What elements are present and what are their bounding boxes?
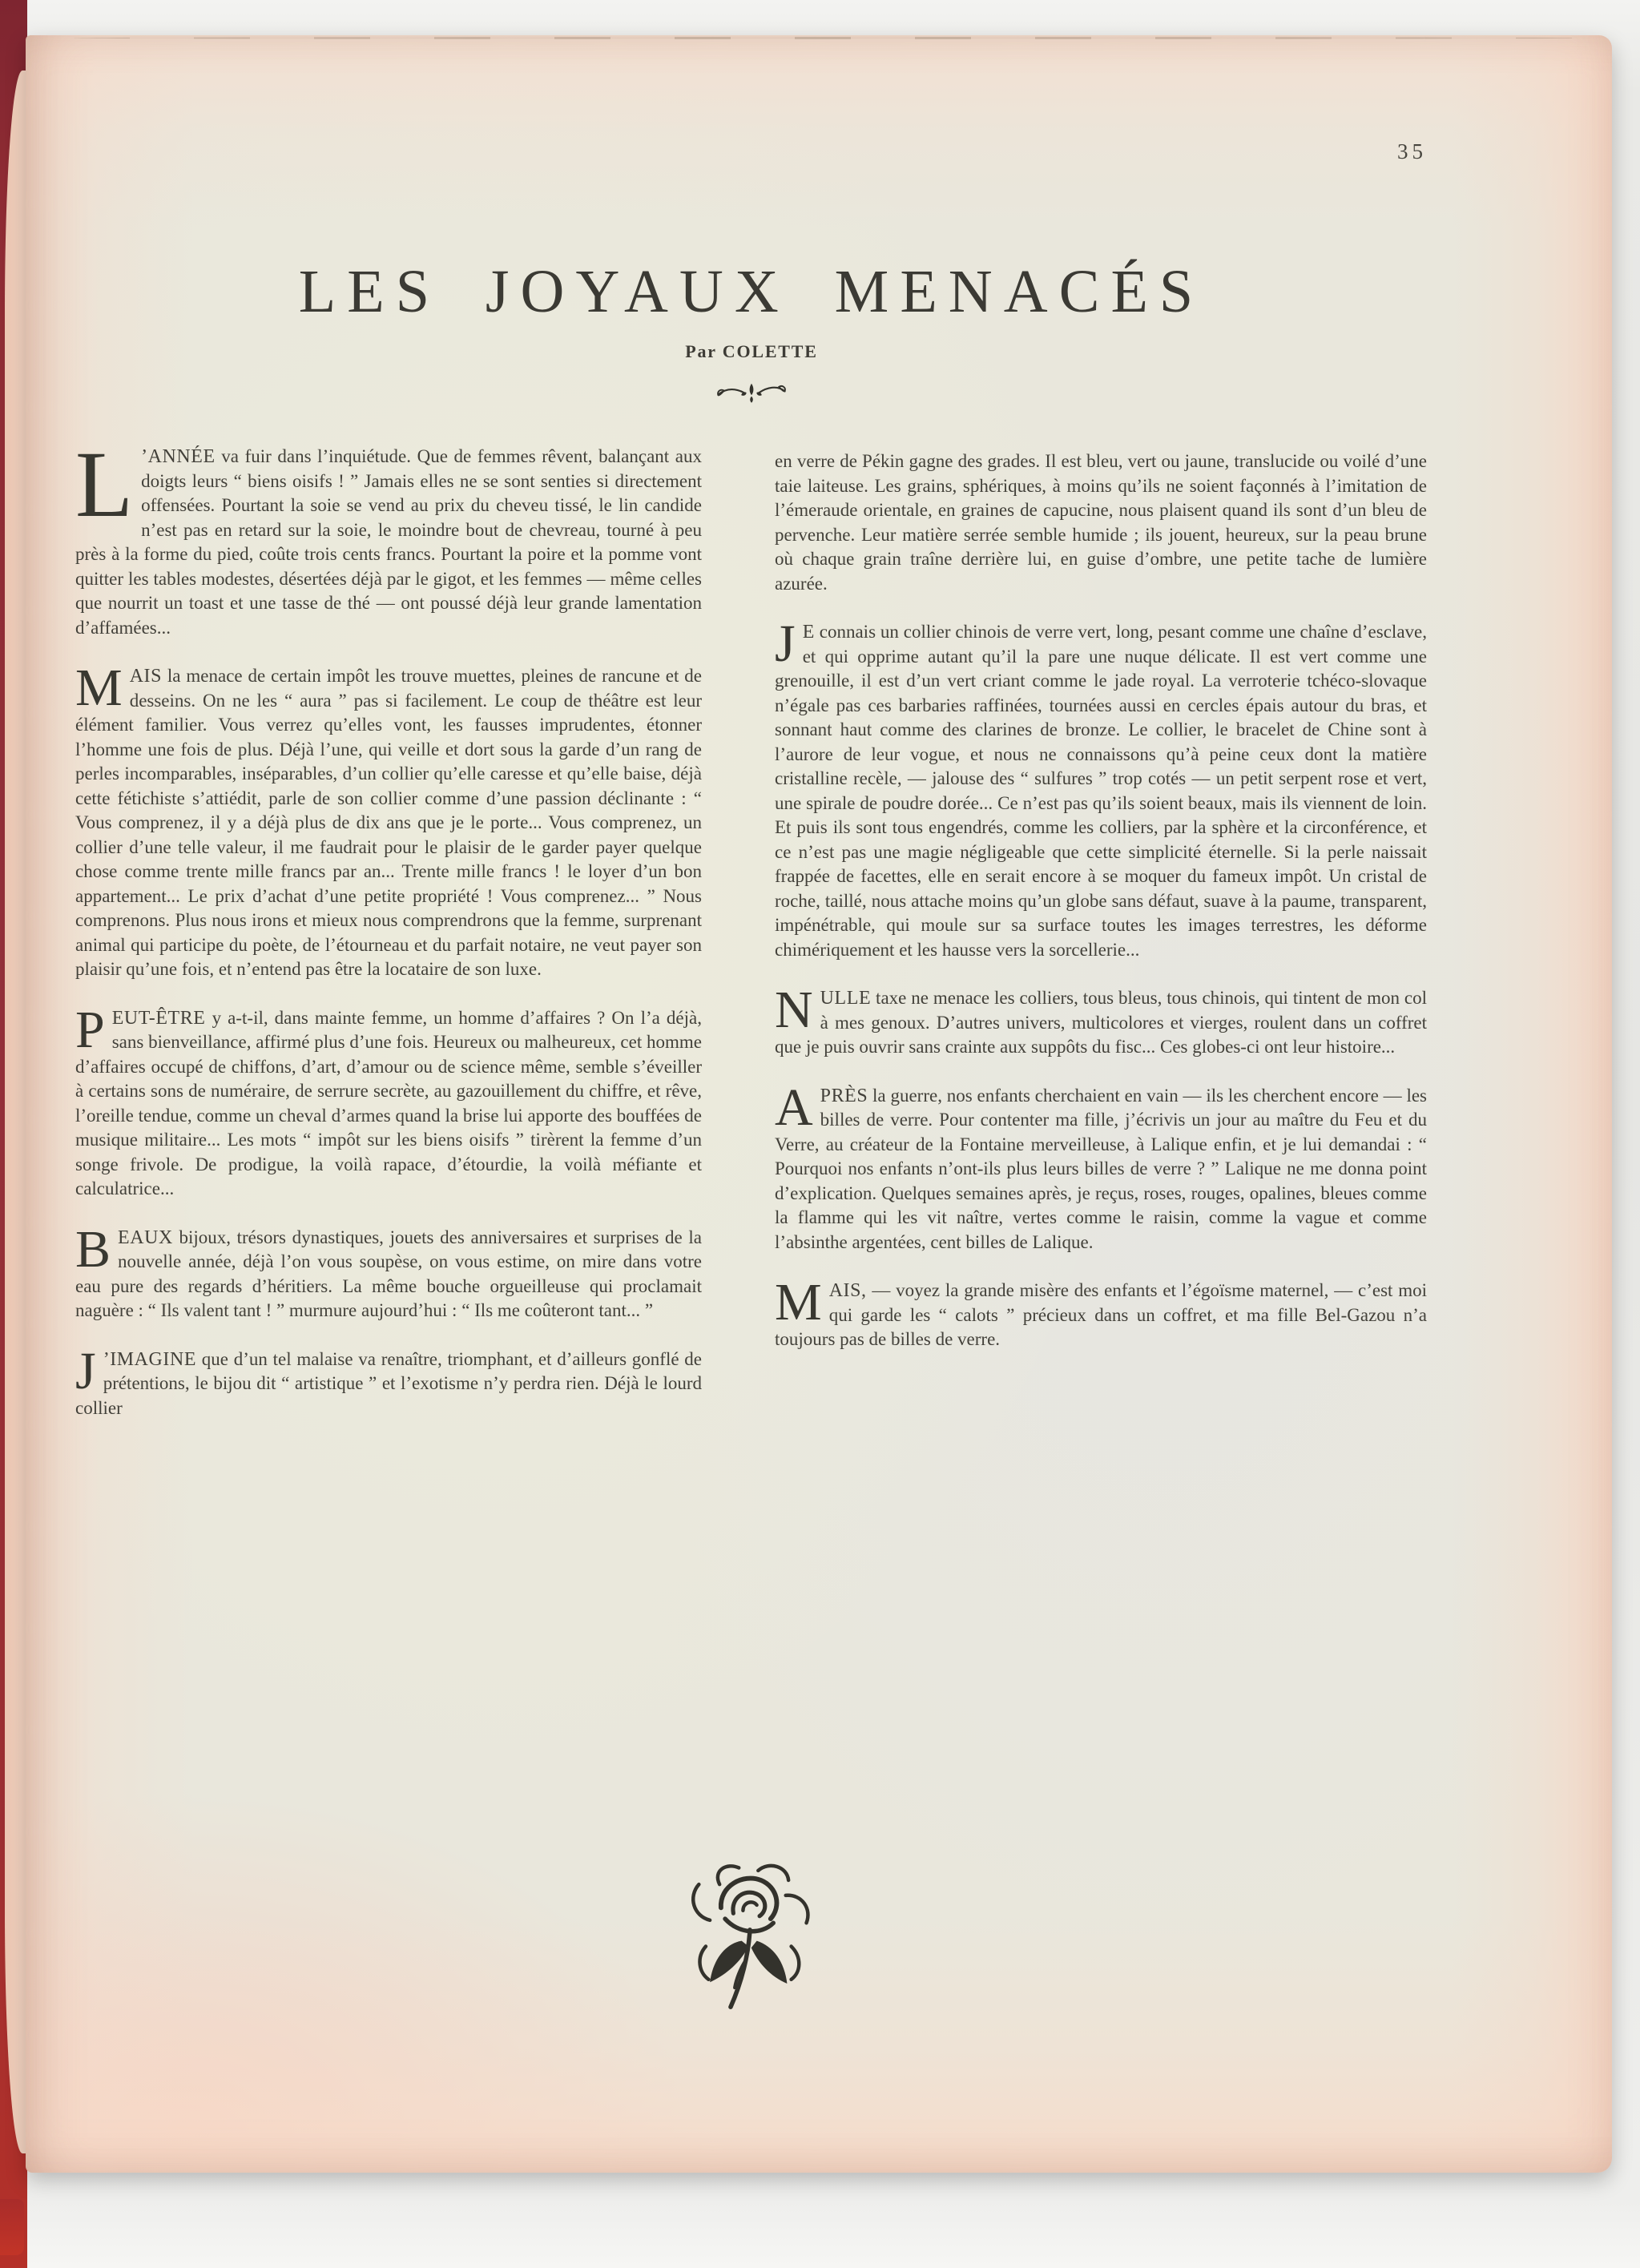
drop-cap: J — [75, 1341, 96, 1400]
drop-cap: M — [75, 659, 123, 717]
rose-sprig-icon — [681, 1863, 819, 2024]
paragraph — [775, 1078, 1427, 1255]
paragraph — [75, 1219, 702, 1323]
paragraph — [75, 1000, 702, 1202]
fleuron-scroll-icon — [26, 380, 1477, 409]
article-title: LES JOYAUX MENACÉS — [298, 258, 1205, 325]
article-header — [26, 258, 1477, 409]
paragraph-lead: EUT-ÊTRE — [111, 1007, 206, 1029]
column-left — [75, 432, 702, 1420]
paragraph-text: la guerre, nos enfants cherchaient en vain — ils les cherchent encore — les billes de verre. Pour contenter ma fille, j’écrivis un jour au maître du Feu et du Verre, au créateur de la Fontaine merveilleuse, à Lalique enfin, et je lui demandai : “ Pourquoi nos enfants n’ont-ils plus leurs billes de verre ? ” Lalique ne me donna point d’explication. Quelques semaines après, je reçus, roses, rouges, opalines, bleues comme la flamme qui les vit naître, vertes comme le raisin, comme la vague et comme l’absinthe argentées, cent billes de Lalique. — [775, 1085, 1427, 1252]
paragraph-text: — voyez la grande misère des enfants et l’égoïsme maternel, — c’est moi qui garde les “ calots ” précieux dans un coffret, et ma fille Bel-Gazou n’a toujours pas de billes de verre. — [775, 1280, 1427, 1349]
paragraph-lead: EAUX — [118, 1227, 173, 1248]
paragraph-text: bijoux, trésors dynastiques, jouets des anniversaires et surprises de la nouvelle année, déjà l’on vous soupèse, on vous estime, on mire dans votre eau pure des regards d’héritiers. La même bouche orgueilleuse qui proclamait naguère : “ Ils valent tant ! ” murmure aujourd’hui : “ Ils me coûteront tant... ” — [75, 1227, 702, 1320]
paragraph-text: en verre de Pékin gagne des grades. Il est bleu, vert ou jaune, translucide ou voilé d’une taie laiteuse. Les grains, sphériques, à moins qu’ils ne soient façonnés à l’imitation de l’émeraude orientale, en graines de capucine, nous plaisent quand ils sont d’un bleu de pervenche. Leur matière serrée semble humide ; ils jouent, heureux, sur la peau brune où chaque grain traîne derrière lui, en guise d’ombre, une petite tache de lumière azurée. — [775, 451, 1427, 594]
paragraph-text: y a-t-il, dans mainte femme, un homme d’affaires ? On l’a déjà, sans bienveillance, affirmé plus d’une fois. Heureux ou malheureux, cet homme d’affaires occupé de chiffons, d’art, d’amour ou de science même, semble s’éveiller à certains sons de numéraire, de serrure secrète, au gazouillement du chiffre, et rêve, l’oreille tendue, comme un cheval d’armes quand la brise lui apporte des bouffées de musique militaire... Les mots “ impôt sur les biens oisifs ” tirèrent la femme d’un songe frivole. De prodigue, la voilà rapace, d’étourdie, la voilà méfiante et calculatrice... — [75, 1007, 702, 1198]
byline: Par COLETTE — [685, 341, 818, 361]
paragraph — [75, 432, 702, 640]
drop-cap: L — [75, 432, 134, 537]
paragraph — [775, 614, 1427, 962]
drop-cap: M — [775, 1273, 822, 1331]
paragraph-text: connais un collier chinois de verre vert, long, pesant comme une chaîne d’esclave, et qui opprime autant qu’il la pare une nuque délicate. Il est vert comme une grenouille, il est d’un vert criant comme le jade royal. La verroterie tchéco-slovaque n’égale pas ces barbaries raffinées, tournées aussi en cercles épais autour du bras, et sonnant haut comme des clarines de bronze. Le collier, le bracelet de Chine sont à l’aurore de leur vogue, et nous ne connaissons qu’à peine ceux dont la matière cristalline recèle, — jalouse des “ sulfures ” trop cotés — un petit serpent rose et vert, une spirale de poudre dorée... Ce n’est pas qu’ils soient beaux, mais ils viennent de loin. Et puis ils sont tous engendrés, comme les colliers, par la sphère et la circonférence, et ce n’est pas une magie négligeable que cette simplicité éternelle. Si la perle naissait frappée de facettes, elle en serait encore à se moquer du fameux impôt. Un cristal de roche, taillé, nous attache moins qu’un globe sans défaut, suave à la paume, transparent, impénétrable, qui moule sur sa surface toutes les images terrestres, les déforme chimériquement et les hausse vers la sorcellerie... — [775, 622, 1427, 960]
paragraph-text: va fuir dans l’inquiétude. Que de femmes rêvent, balançant aux doigts leurs “ biens oisifs ! ” Jamais elles ne se sont senties si directement offensées. Pourtant la soie se vend au prix du cheveu tissé, le lin candide n’est pas en retard sur la soie, le moindre bout de chevreau, tourné à peu près à la forme du pied, coûte trois cents francs. Pourtant la poire et la pomme vont quitter les tables modestes, désertées déjà par le gigot, et les femmes — même celles que nourrit un toast et une tasse de thé — ont poussé déjà leur grande lamentation d’affamées... — [75, 446, 702, 638]
drop-cap: A — [775, 1078, 813, 1137]
drop-cap: P — [75, 1000, 105, 1059]
paragraph — [775, 449, 1427, 596]
column-right — [775, 449, 1427, 1352]
drop-cap: J — [775, 614, 796, 673]
paragraph-text: taxe ne menace les colliers, tous bleus, tous chinois, qui tintent de mon col à mes genoux. D’autres univers, multicolores et vierges, roulent dans un coffret que je puis ouvrir sans crainte aux suppôts du fisc... Ces globes-ci ont leur histoire... — [775, 988, 1427, 1057]
paragraph-text: que d’un tel malaise va renaître, triomphant, et d’ailleurs gonflé de prétentions, le bijou dit “ artistique ” et l’exotisme n’y perdra rien. Déjà le lourd collier — [75, 1348, 702, 1418]
drop-cap: N — [775, 981, 813, 1039]
magazine-page — [26, 35, 1612, 2173]
paragraph-lead: E — [802, 622, 815, 643]
page-number: 35 — [1397, 139, 1427, 163]
paragraph — [775, 981, 1427, 1060]
book-cover-corner — [0, 2199, 24, 2255]
paragraph-lead: PRÈS — [820, 1085, 868, 1106]
drop-cap: B — [75, 1219, 111, 1279]
paragraph-lead: ’IMAGINE — [103, 1348, 197, 1370]
paragraph-lead: AIS, — [828, 1280, 867, 1301]
paragraph-text: la menace de certain impôt les trouve muettes, pleines de rancune et de desseins. On ne les “ aura ” pas si facilement. Le coup de théâtre est leur élément familier. Vous verrez qu’elles vont, les fausses imprudentes, étonner l’homme une fois de plus. Déjà l’une, qui veille et dort sous la garde d’un rang de perles incomparables, inséparables, d’un collier qu’elle caresse et qu’elle baise, déjà cette fétichiste s’attiédit, parle de son collier comme d’une passion déclinante : “ Vous comprenez, il y a déjà plus de dix ans que je le porte... Vous comprenez, un collier d’une telle valeur, il me faudrait pour le plaisir de le garder payer quelque chose comme trente mille francs par an... Trente mille francs ! le loyer d’un bon appartement... Le prix d’achat d’une petite propriété ! Vous comprenez... ” Nous comprenons. Plus nous irons et mieux nous comprendrons que la femme, surprenant animal qui participe du poète, de l’étourneau et du parfait notaire, ne veut payer son plaisir qu’une fois, et n’entend pas être la locataire de son luxe. — [75, 666, 702, 979]
paragraph-lead: ULLE — [820, 988, 872, 1009]
paragraph-lead: ’ANNÉE — [141, 446, 216, 467]
paragraph — [75, 1341, 702, 1421]
paragraph — [75, 659, 702, 982]
paragraph — [775, 1273, 1427, 1352]
paragraph-lead: AIS — [129, 666, 163, 687]
